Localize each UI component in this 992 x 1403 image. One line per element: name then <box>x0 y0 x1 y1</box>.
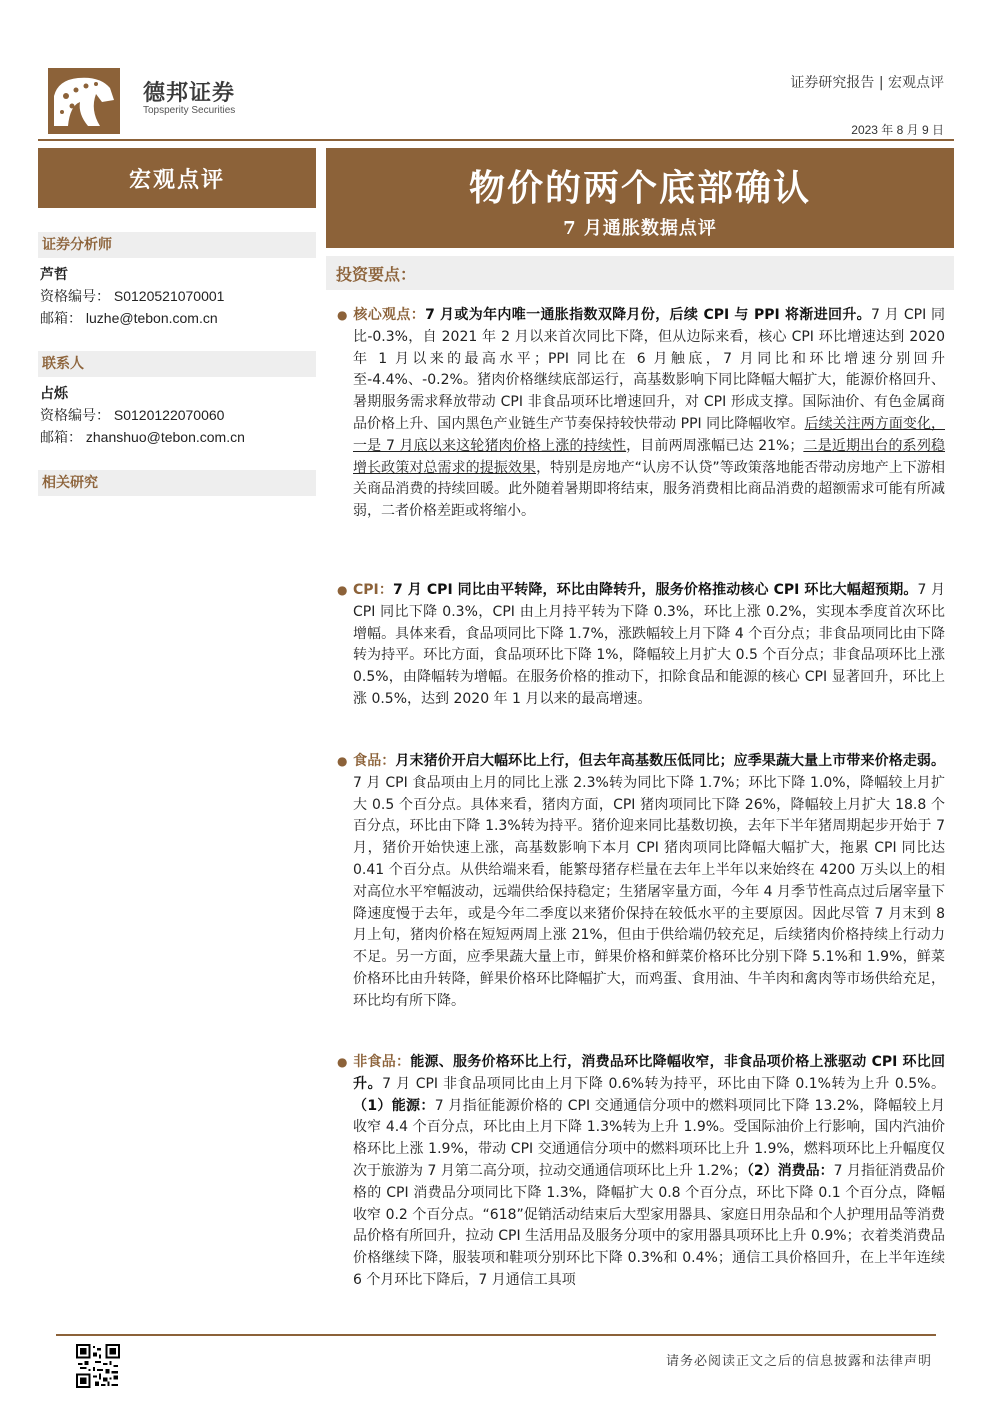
category-label: 宏观点评 <box>128 166 225 193</box>
bullet-text: 7 月 CPI 同比-0.3%，自 2021 年 2 月以来首次同比下降，但从边际来看，核心 CPI 环比增速达到 2020 年 1 月以来的最高水平；PPI 同比在 6 月触底，7 月同比和环比增速分别回升至-4.4%、-0.2%。猪肉价格继续底部运行，高基数影响下同比降幅大幅扩大，能源价格回升、暑期服务需求释放带动 CPI 非食品项环比增速回升，对 CPI 形成支撑。国际油价、有色金属商品价格上升、国内黑色产业链生产节奏保持较快带动 PPI 同比降幅收窄。 <box>353 307 946 432</box>
report-type: 证券研究报告 | 宏观点评 <box>790 75 944 91</box>
title-banner <box>326 148 954 248</box>
bullet-headline: 7 月或为年内唯一通胀指数双降月份，后续 CPI 与 PPI 将渐进回升。 <box>425 307 872 323</box>
bullet-label: CPI： <box>353 582 394 598</box>
bullet-label: 非食品： <box>353 1054 411 1070</box>
related-research-heading[interactable]: 相关研究 <box>38 470 316 496</box>
bullet-headline: 7 月 CPI 同比由平转降，环比由降转升，服务价格推动核心 CPI 环比大幅超预期。 <box>393 582 918 598</box>
bullet-label: 食品： <box>353 753 396 769</box>
contact-email[interactable]: 邮箱： zhanshuo@tebon.com.cn <box>40 429 245 445</box>
key-points-bar <box>326 256 954 290</box>
header-divider <box>38 139 954 141</box>
bullet-label: 核心观点： <box>353 307 426 323</box>
bullet-subhead: （1）能源： <box>353 1097 435 1114</box>
footer-divider <box>56 1334 936 1336</box>
brand-name: 德邦证券 <box>143 81 236 106</box>
bullet-dot-icon: ● <box>337 754 348 768</box>
bullet-text: 7 月 CPI 食品项由上月的同比上涨 2.3%转为同比下降 1.7%；环比下降 1.0%，降幅较上月扩大 0.5 个百分点。具体来看，猪肉方面，CPI 猪肉项同比下降 26%，降幅较上月扩大 18.8 个百分点，环比由下降 1.3%转为持平。猪价迎来同比基数切换，去年下半年猪周期起步开始于 7 月，猪价开始快速上涨，高基数影响下本月 CPI 猪肉项同比降幅大幅扩大，拖累 CPI 同比达 0.41 个百分点。从供给端来看，能繁母猪存栏量在去年上半年以来始终在 4200 万头以上的相对高位水平窄幅波动，远端供给保持稳定；生猪屠宰量方面，今年 4 月季节性高点过后屠宰量下降速度慢于去年，或是今年二季度以来猪价保持在较低水平的主要原因。因此尽管 7 月末到 8 月上旬，猪肉价格在短短两周上涨 21%，但由于供给端仍较充足，后续猪肉价格持续上行动力不足。另一方面，应季果蔬大量上市，鲜果价格和鲜菜价格环比分别下降 5.1%和 1.9%，鲜菜价格环比由升转降，鲜果价格环比降幅扩大，而鸡蛋、食用油、牛羊肉和禽肉等市场供给充足，环比均有所下降。 <box>353 774 945 1009</box>
bullet-text: 7 月 CPI 非食品项同比由上月下降 0.6%转为持平，环比由下降 0.1%转为上升 0.5%。 <box>382 1075 946 1092</box>
contact-heading: 联系人 <box>38 351 316 377</box>
report-subtitle: 7 月通胀数据点评 <box>563 218 717 239</box>
brand-name-en: Topsperity Securities <box>143 105 236 116</box>
leopard-logo-icon <box>44 66 124 136</box>
bullet-text: ，目前两周涨幅已达 21%； <box>626 437 804 454</box>
bullet-food <box>337 751 945 1013</box>
analyst-cert: 资格编号： S0120521070001 <box>40 288 225 304</box>
bullet-headline: 能源、服务价格环比上行，消费品环比降幅收窄，非食品项价格上涨驱动 CPI 环比回升。 <box>353 1054 945 1092</box>
bullet-subhead: （2）消费品： <box>746 1162 834 1179</box>
bullet-text: 7 月指征消费品价格的 CPI 消费品分项同比下降 1.3%，降幅扩大 0.8 个百分点，环比下降 0.1 个百分点，降幅收窄 0.2 个百分点。“618”促销活动结束后大型家用器具、家庭日用杂品和个人护理用品等消费品价格有所回升，拉动 CPI 生活用品及服务分项中的家用器具项环比上升 0.9%；衣着类消费品价格继续下降，服装项和鞋项分别环比下降 0.3%和 0.4%；通信工具价格回升，在上半年连续 6 个月环比下降后，7 月通信工具项 <box>353 1162 946 1288</box>
legal-disclaimer: 请务必阅读正文之后的信息披露和法律声明 <box>665 1354 932 1369</box>
key-points-label: 投资要点： <box>336 265 417 284</box>
bullet-text: 7 月 CPI 同比下降 0.3%，CPI 由上月持平转为下降 0.3%，环比上涨 0.2%，实现本季度首次环比增幅。具体来看，食品项同比下降 1.7%，涨跌幅较上月下降 4 个百分点；非食品项同比由下降转为持平。环比方面，食品项环比下降 1%，降幅较上月扩大 0.5 个百分点；非食品项环比上涨 0.5%，由降幅转为增幅。在服务价格的推动下，扣除食品和能源的核心 CPI 显著回升，环比上涨 0.5%，达到 2020 年 1 月以来的最高增速。 <box>353 582 945 707</box>
report-date: 2023 年 8 月 9 日 <box>851 123 944 137</box>
bullet-dot-icon: ● <box>337 1055 348 1069</box>
analyst-heading: 证券分析师 <box>38 232 316 258</box>
bullet-core-view <box>337 305 945 523</box>
category-banner <box>38 148 316 208</box>
report-title: 物价的两个底部确认 <box>468 167 811 209</box>
bullet-underline-text: 二是近期出台的系列稳增长政策对总需求的提振效果 <box>353 437 946 476</box>
bullet-headline: 月末猪价开启大幅环比上行，但去年高基数压低同比；应季果蔬大量上市带来价格走弱。 <box>395 753 946 769</box>
bullet-cpi <box>337 580 945 711</box>
bullet-non-food <box>337 1052 945 1292</box>
analyst-name: 芦哲 <box>40 266 68 282</box>
contact-cert: 资格编号： S0120122070060 <box>40 407 225 423</box>
bullet-dot-icon: ● <box>337 308 348 322</box>
analyst-email[interactable]: 邮箱： luzhe@tebon.com.cn <box>40 310 218 326</box>
qr-code-icon[interactable] <box>76 1344 120 1388</box>
bullet-text: 7 月指征能源价格的 CPI 交通通信分项中的燃料项同比下降 13.2%，降幅较上月收窄 4.4 个百分点，环比由上月下降 1.3%转为上升 1.9%。受国际油价上行影响，国内汽油价格环比上涨 1.9%，带动 CPI 交通通信分项中的燃料项环比上升 1.9%，燃料项环比上升幅度仅次于旅游为 7 月第二高分项，拉动交通通信项环比上升 1.2%； <box>353 1097 945 1179</box>
bullet-underline-text: 后续关注两方面变化，一是 7 月底以来这轮猪肉价格上涨的持续性 <box>353 415 946 454</box>
contact-name: 占烁 <box>40 385 68 401</box>
bullet-text: ，特别是房地产“认房不认贷”等政策落地能否带动房地产上下游相关商品消费的持续回暖。此外随着暑期即将结束，服务消费相比商品消费的超额需求可能有所减弱，二者价格差距或将缩小。 <box>353 459 945 520</box>
bullet-dot-icon: ● <box>337 583 348 597</box>
